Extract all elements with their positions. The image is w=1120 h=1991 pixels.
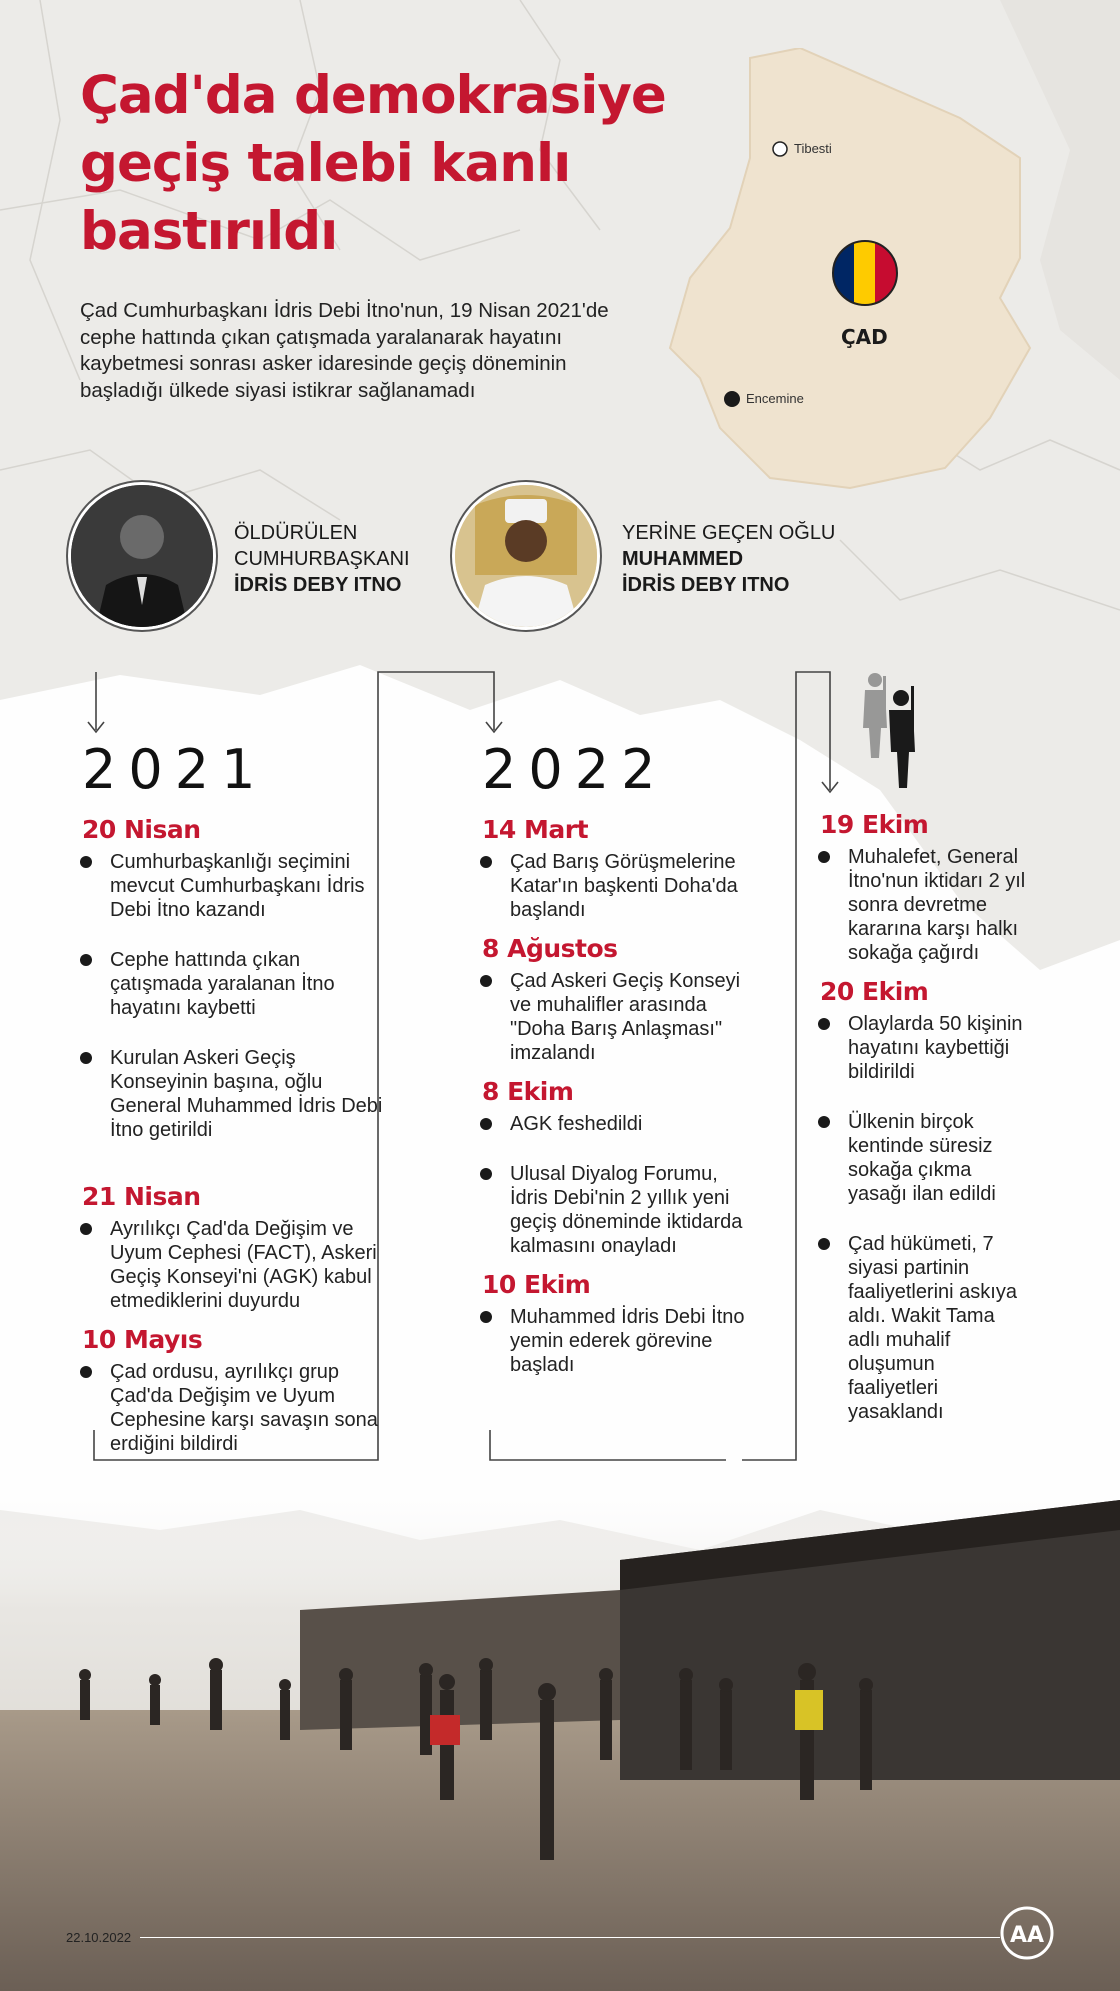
event-item: Cumhurbaşkanlığı seçimini mevcut Cumhurbaşkanı İdris Debi İtno kazandı: [82, 850, 392, 922]
year-2021: 2021: [82, 738, 268, 801]
person-silhouette-icon: [71, 485, 213, 627]
page-title: Çad'da demokrasiye geçiş talebi kanlı bastırıldı: [80, 65, 666, 262]
portrait-muhammed-deby: [452, 482, 600, 630]
date-19-ekim: 19 Ekim: [820, 810, 929, 839]
event-item: AGK feshedildi: [482, 1112, 752, 1136]
timeline-col-2022: [482, 738, 752, 1377]
footer-date: 22.10.2022: [66, 1930, 132, 1945]
event-item: Ulusal Diyalog Forumu, İdris Debi'nin 2 yıllık yeni geçiş döneminde iktidarda kalmasını onayladı: [482, 1162, 752, 1258]
date-10-mayis: 10 Mayıs: [82, 1325, 203, 1354]
event-item: Kurulan Askeri Geçiş Konseyinin başına, oğlu General Muhammed İdris Debi İtno getirildi: [82, 1046, 392, 1142]
date-10-ekim: 10 Ekim: [482, 1270, 591, 1299]
event-item: Ayrılıkçı Çad'da Değişim ve Uyum Cephesi (FACT), Askeri Geçiş Konseyi'ni (AGK) kabul etmediklerini duyurdu: [82, 1217, 392, 1313]
event-item: Çad Barış Görüşmelerine Katar'ın başkenti Doha'da başlandı: [482, 850, 752, 922]
date-8-agustos: 8 Ağustos: [482, 934, 618, 963]
aa-logo: [1000, 1906, 1054, 1960]
aa-logo-text: AA: [1009, 1923, 1045, 1948]
event-item: Cephe hattında çıkan çatışmada yaralanan İtno hayatını kaybetti: [82, 948, 392, 1020]
event-item: Ülkenin birçok kentinde süresiz sokağa çıkma yasağı ilan edildi: [820, 1110, 1030, 1206]
person-1-caption: [234, 520, 410, 598]
person-2-caption: [622, 520, 835, 598]
intro-paragraph: Çad Cumhurbaşkanı İdris Debi İtno'nun, 19 Nisan 2021'de cephe hattında çıkan çatışmada yaralanarak hayatını kaybetmesi sonrası asker idaresinde geçiş döneminin başladığı ülkede siyasi istikrar sağlanamadı: [80, 299, 609, 402]
timeline-col-3: [820, 810, 1030, 1424]
year-2022: 2022: [482, 738, 668, 801]
map-label-tibesti: Tibesti: [794, 141, 832, 156]
person-1-name: İDRİS DEBY ITNO: [234, 574, 402, 596]
protest-photo: [0, 1480, 1120, 1991]
date-14-mart: 14 Mart: [482, 815, 589, 844]
event-item: Çad ordusu, ayrılıkçı grup Çad'da Değişim ve Uyum Cephesine karşı savaşın sona erdiğini bildirdi: [82, 1360, 392, 1456]
date-8-ekim: 8 Ekim: [482, 1077, 574, 1106]
portrait-idris-deby: [68, 482, 216, 630]
flag-stripe: [854, 238, 876, 308]
person-2-name: MUHAMMED: [622, 548, 744, 570]
timeline-col-2021: [82, 738, 392, 1456]
person-1-role2: CUMHURBAŞKANI: [234, 548, 410, 570]
person-2-role: YERİNE GEÇEN OĞLU: [622, 522, 836, 544]
event-item: Çad hükümeti, 7 siyasi partinin faaliyetlerini askıya aldı. Wakit Tama adlı muhalif oluşumun faaliyetleri yasaklandı: [820, 1232, 1030, 1424]
date-21-nisan: 21 Nisan: [82, 1182, 201, 1211]
map-country-label: ÇAD: [841, 325, 888, 349]
footer-divider: [140, 1937, 1000, 1938]
encemine-marker: [724, 391, 740, 407]
event-item: Olaylarda 50 kişinin hayatını kaybettiği bildirildi: [820, 1012, 1030, 1084]
event-item: Çad Askeri Geçiş Konseyi ve muhalifler arasında "Doha Barış Anlaşması" imzalandı: [482, 969, 752, 1065]
person-2-name2: İDRİS DEBY ITNO: [622, 574, 790, 596]
person-silhouette-icon: [455, 485, 597, 627]
date-20-nisan: 20 Nisan: [82, 815, 201, 844]
map-label-encemine: Encemine: [746, 391, 804, 406]
person-1-role: ÖLDÜRÜLEN: [234, 522, 358, 544]
date-20-ekim: 20 Ekim: [820, 977, 929, 1006]
event-item: Muhammed İdris Debi İtno yemin ederek görevine başladı: [482, 1305, 752, 1377]
event-item: Muhalefet, General İtno'nun iktidarı 2 yıl sonra devretme kararına karşı halkı sokağa çağırdı: [820, 845, 1030, 965]
